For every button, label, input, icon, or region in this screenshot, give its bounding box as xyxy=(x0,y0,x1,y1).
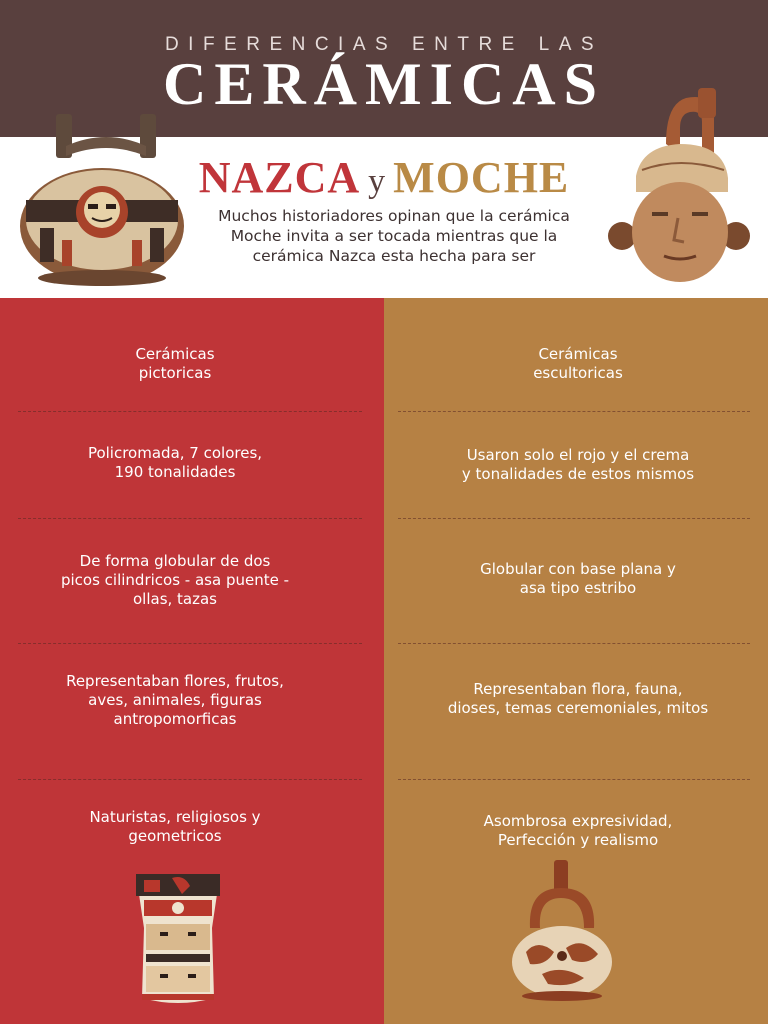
moche-cell-4: Representaban flora, fauna, dioses, temas ceremoniales, mitos xyxy=(447,680,709,717)
moche-cell-2: Usaron solo el rojo y el crema y tonalidades de estos mismos xyxy=(461,446,695,483)
moche-stirrup-icon xyxy=(508,856,616,1002)
row-divider xyxy=(398,411,750,412)
nazca-cell-1: Cerámicas pictoricas xyxy=(135,345,215,382)
heading-nazca: NAZCA xyxy=(198,153,361,202)
nazca-cell-4: Representaban flores, frutos, aves, animales, figuras antropomorficas xyxy=(66,672,284,728)
row-divider xyxy=(18,518,362,519)
nazca-cell-5: Naturistas, religiosos y geometricos xyxy=(89,808,261,845)
row-divider xyxy=(18,411,362,412)
nazca-cup-icon xyxy=(132,868,224,1010)
moche-cell-1: Cerámicas escultoricas xyxy=(533,345,623,382)
intro-text: Muchos historiadores opinan que la cerámica Moche invita a ser tocada mientras que la cerámica Nazca esta hecha para ser xyxy=(218,207,570,265)
heading-moche: MOCHE xyxy=(393,153,570,202)
row-divider xyxy=(398,518,750,519)
heading-connector: y xyxy=(368,163,386,200)
header-subtitle: DIFERENCIAS ENTRE LAS xyxy=(164,34,604,55)
nazca-cell-2: Policromada, 7 colores, 190 tonalidades xyxy=(87,444,263,481)
moche-head-icon xyxy=(606,84,752,284)
moche-cell-5: Asombrosa expresividad, Perfección y realismo xyxy=(483,812,673,849)
nazca-cell-3: De forma globular de dos picos cilindricos - asa puente - ollas, tazas xyxy=(60,552,290,608)
nazca-vessel-icon xyxy=(18,108,186,288)
header-title: CERÁMICAS xyxy=(162,51,606,117)
row-divider xyxy=(18,779,362,780)
row-divider xyxy=(398,779,750,780)
row-divider xyxy=(398,643,750,644)
row-divider xyxy=(18,643,362,644)
moche-cell-3: Globular con base plana y asa tipo estribo xyxy=(480,560,676,597)
